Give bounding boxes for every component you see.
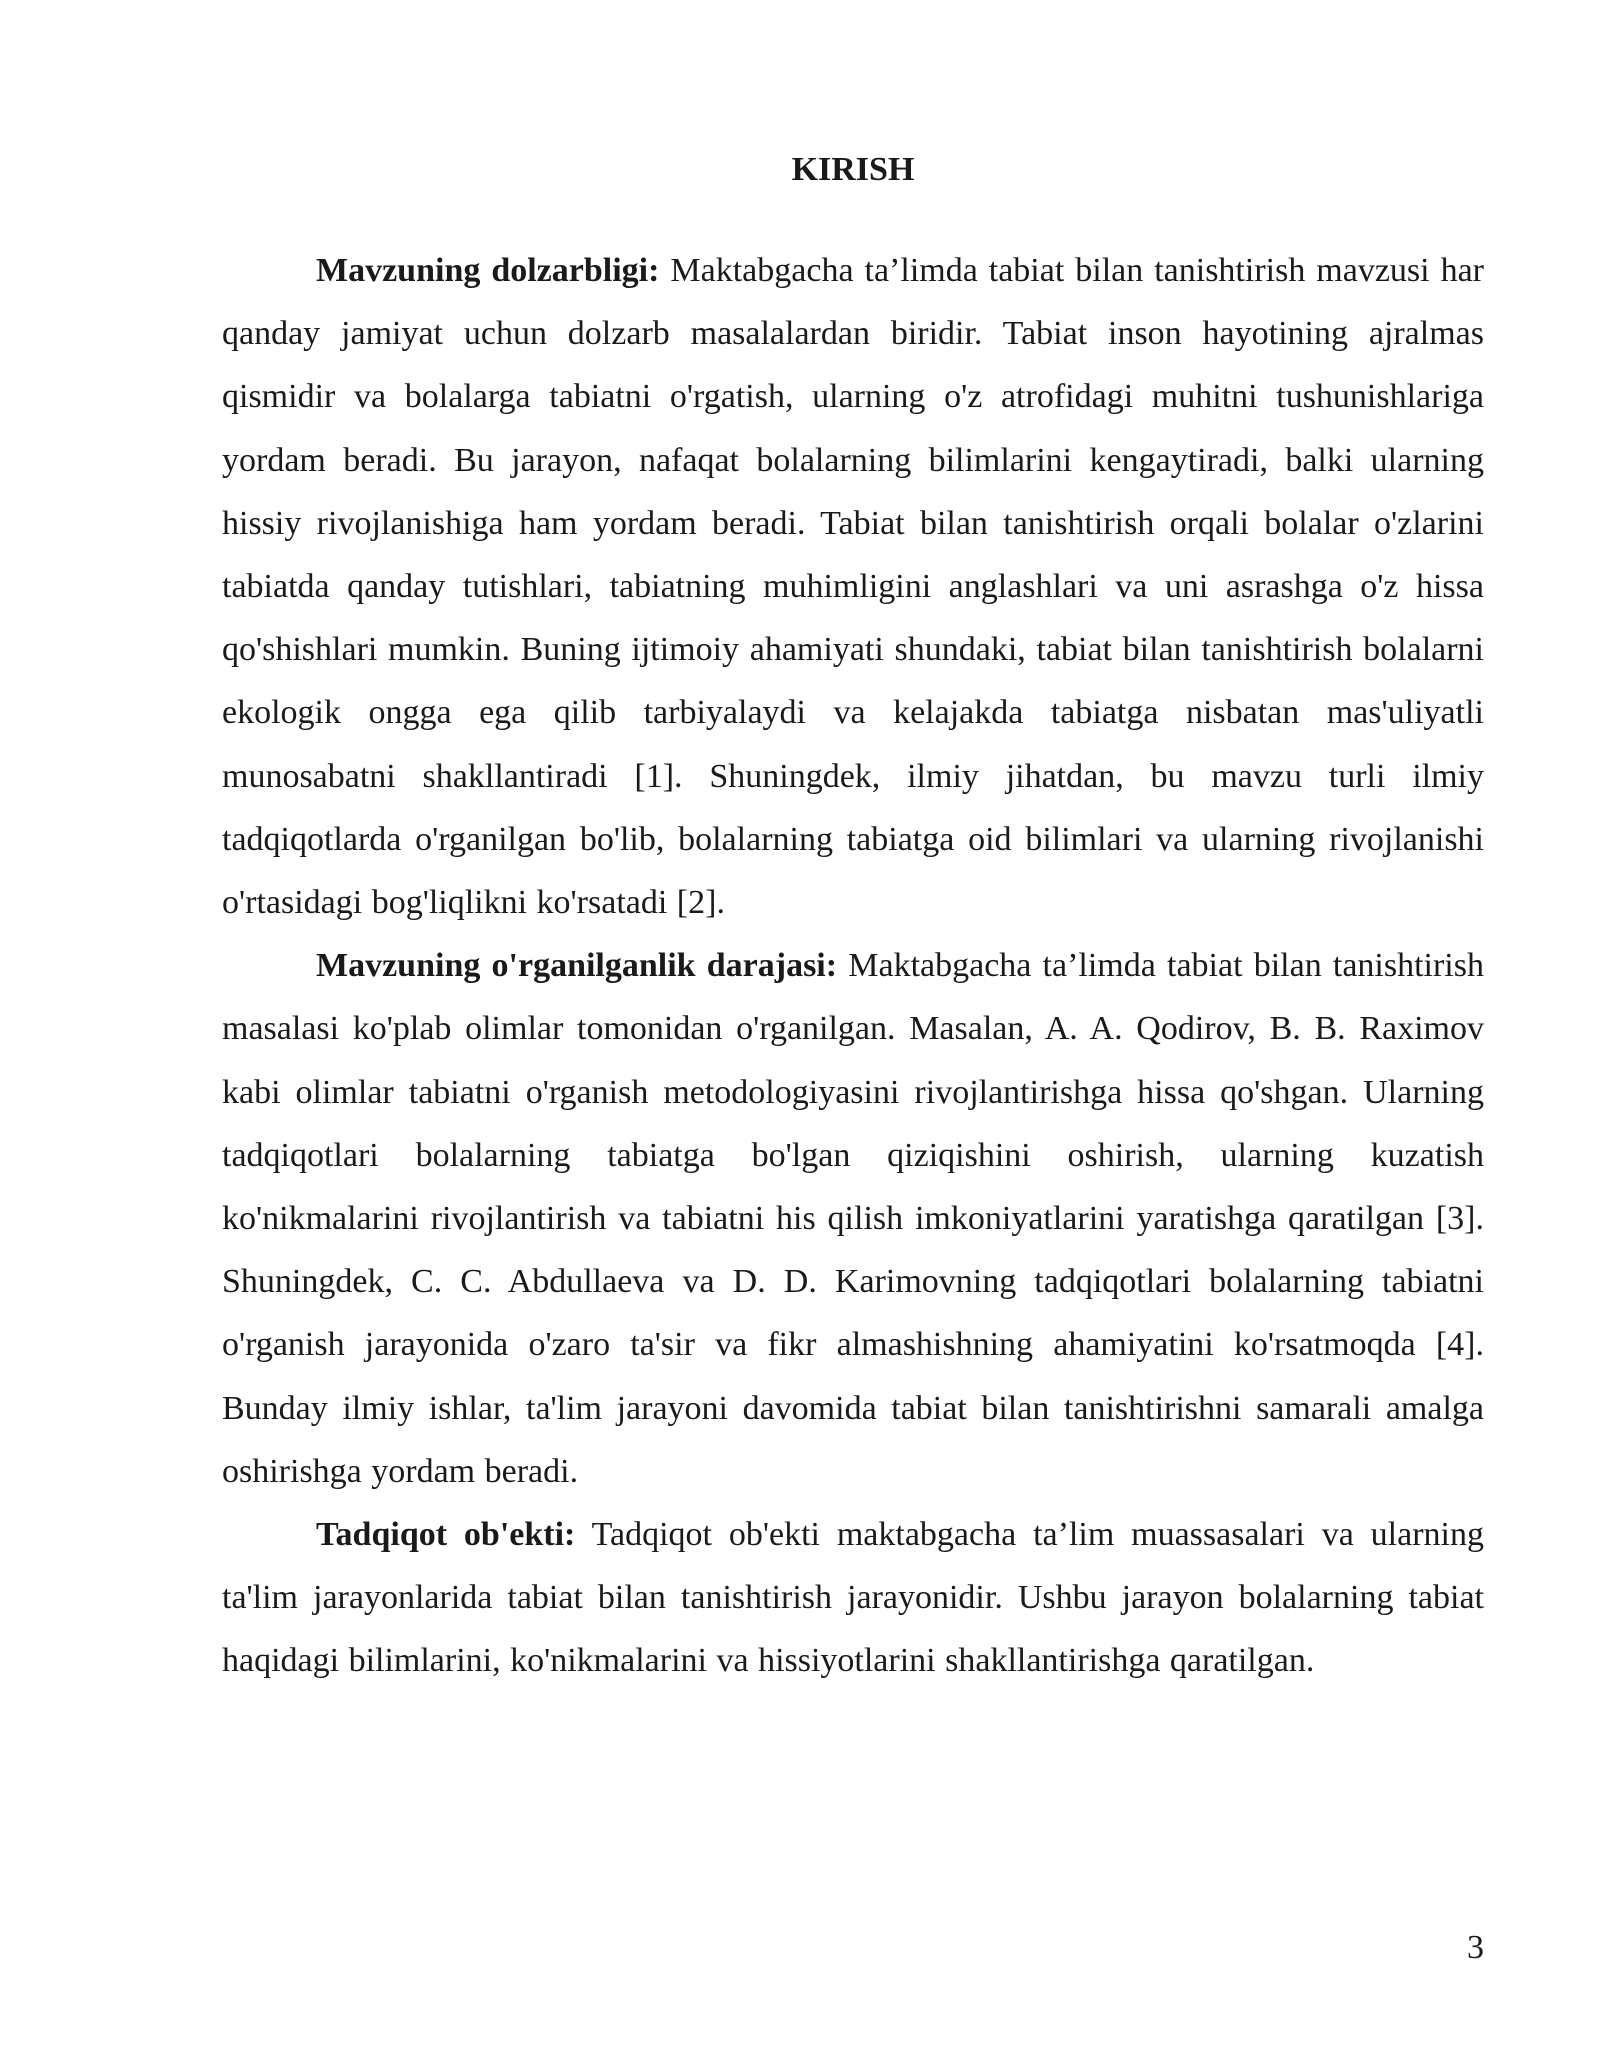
page-title: KIRISH bbox=[791, 151, 915, 188]
paragraph-text: Tadqiqot ob'ekti maktabgacha ta’lim muassasalari va ularning ta'lim jarayonlarida tabiat bilan tanishtirish jarayonidir. Ushbu jarayon bolalarning tabiat haqidagi bilimlarini, ko'nikmalarini va hissiyotlarini shakllantirishga qaratilgan. bbox=[222, 1516, 1484, 1680]
paragraph-lead: Tadqiqot ob'ekti: bbox=[316, 1516, 576, 1554]
paragraph-study-level bbox=[222, 934, 1484, 1503]
paragraph-text: Maktabgacha ta’limda tabiat bilan tanishtirish masalasi ko'plab olimlar tomonidan o'rganilgan. Masalan, A. A. Qodirov, B. B. Raximov kabi olimlar tabiatni o'rganish metodologiyasini rivojlantirishga hissa qo'shgan. Ularning tadqiqotlari bolalarning tabiatga bo'lgan qiziqishini oshirish, ularning kuzatish ko'nikmalarini rivojlantirish va tabiatni his qilish imkoniyatlarini yaratishga qaratilgan [3]. Shuningdek, C. C. Abdullaeva va D. D. Karimovning tadqiqotlari bolalarning tabiatni o'rganish jarayonida o'zaro ta'sir va fikr almashishning ahamiyatini ko'rsatmoqda [4]. Bunday ilmiy ishlar, ta'lim jarayoni davomida tabiat bilan tanishtirishni samarali amalga oshirishga yordam beradi. bbox=[222, 947, 1484, 1490]
body-text bbox=[222, 239, 1484, 1693]
paragraph-relevance bbox=[222, 239, 1484, 934]
paragraph-text: Maktabgacha ta’limda tabiat bilan tanishtirish mavzusi har qanday jamiyat uchun dolzarb masalalardan biridir. Tabiat inson hayotining ajralmas qismidir va bolalarga tabiatni o'rgatish, ularning o'z atrofidagi muhitni tushunishlariga yordam beradi. Bu jarayon, nafaqat bolalarning bilimlarini kengaytiradi, balki ularning hissiy rivojlanishiga ham yordam beradi. Tabiat bilan tanishtirish orqali bolalar o'zlarini tabiatda qanday tutishlari, tabiatning muhimligini anglashlari va uni asrashga o'z hissa qo'shishlari mumkin. Buning ijtimoiy ahamiyati shundaki, tabiat bilan tanishtirish bolalarni ekologik ongga ega qilib tarbiyalaydi va kelajakda tabiatga nisbatan mas'uliyatli munosabatni shakllantiradi [1]. Shuningdek, ilmiy jihatdan, bu mavzu turli ilmiy tadqiqotlarda o'rganilgan bo'lib, bolalarning tabiatga oid bilimlari va ularning rivojlanishi o'rtasidagi bog'liqlikni ko'rsatadi [2]. bbox=[222, 252, 1484, 922]
paragraph-lead: Mavzuning dolzarbligi: bbox=[316, 252, 660, 289]
paragraph-lead: Mavzuning o'rganilganlik darajasi: bbox=[316, 947, 838, 985]
paragraph-research-object bbox=[222, 1503, 1484, 1693]
page-number: 3 bbox=[1467, 1929, 1484, 1966]
